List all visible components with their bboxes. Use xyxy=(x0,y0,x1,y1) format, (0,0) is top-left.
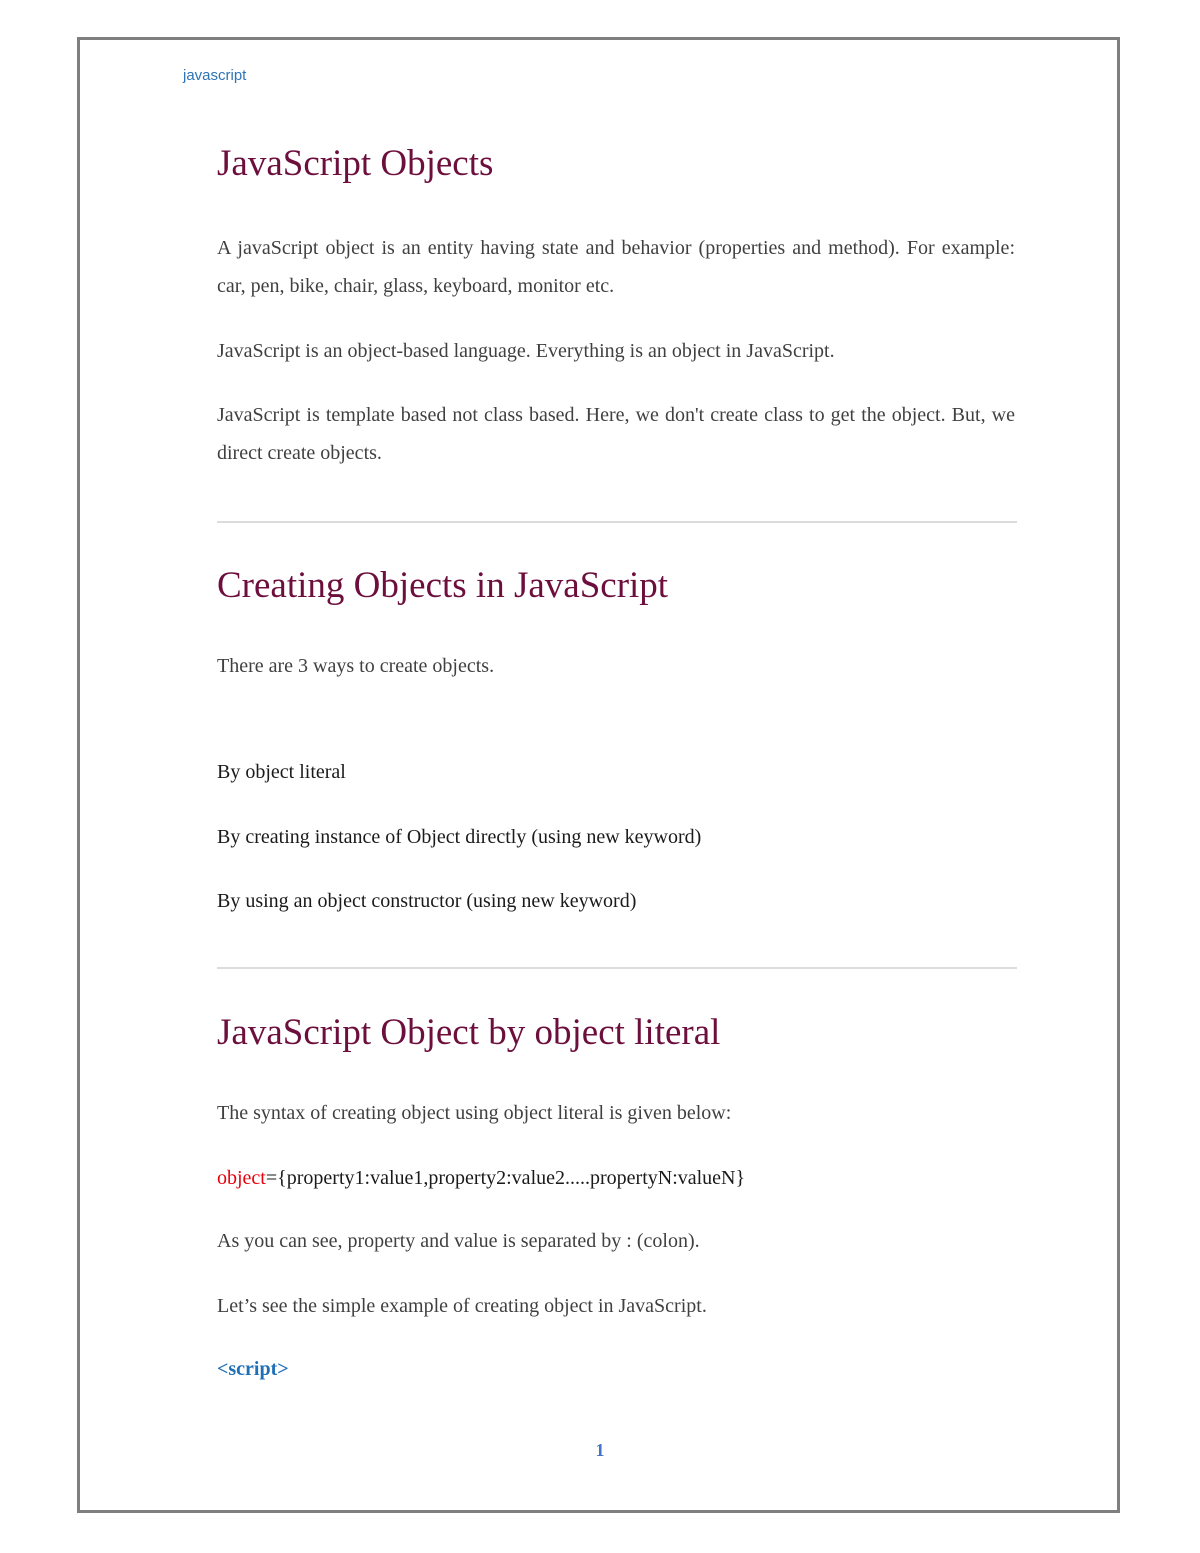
syntax-example xyxy=(217,1159,745,1197)
section-title-javascript-objects: JavaScript Objects xyxy=(217,143,494,184)
section-divider xyxy=(217,521,1017,523)
paragraph-template-based: JavaScript is template based not class based. Here, we don't create class to get the object. But, we direct create objects. xyxy=(217,404,1015,464)
paragraph-syntax-intro: The syntax of creating object using object literal is given below: xyxy=(217,1102,732,1124)
section-title-object-literal: JavaScript Object by object literal xyxy=(217,1012,721,1053)
list-item-object-literal: By object literal xyxy=(217,761,346,783)
section-divider xyxy=(217,967,1017,969)
running-header: javascript xyxy=(183,67,247,84)
section-title-creating-objects: Creating Objects in JavaScript xyxy=(217,565,669,606)
code-script-tag: <script> xyxy=(217,1358,289,1380)
paragraph-ways-intro: There are 3 ways to create objects. xyxy=(217,655,495,677)
list-item-object-constructor: By using an object constructor (using new keyword) xyxy=(217,890,637,912)
syntax-keyword: object xyxy=(217,1167,266,1189)
paragraph-object-based-language: JavaScript is an object-based language. Everything is an object in JavaScript. xyxy=(217,340,835,362)
list-item-object-instance: By creating instance of Object directly (using new keyword) xyxy=(217,826,702,848)
syntax-body: ={property1:value1,property2:value2.....propertyN:valueN} xyxy=(265,1167,746,1189)
paragraph-colon-explanation: As you can see, property and value is separated by : (colon). xyxy=(217,1230,700,1252)
page-number: 1 xyxy=(595,1440,605,1460)
paragraph-example-intro: Let’s see the simple example of creating object in JavaScript. xyxy=(217,1295,707,1317)
paragraph-object-definition: A javaScript object is an entity having state and behavior (properties and method). For example: car, pen, bike, chair, glass, keyboard, monitor etc. xyxy=(217,237,1015,297)
